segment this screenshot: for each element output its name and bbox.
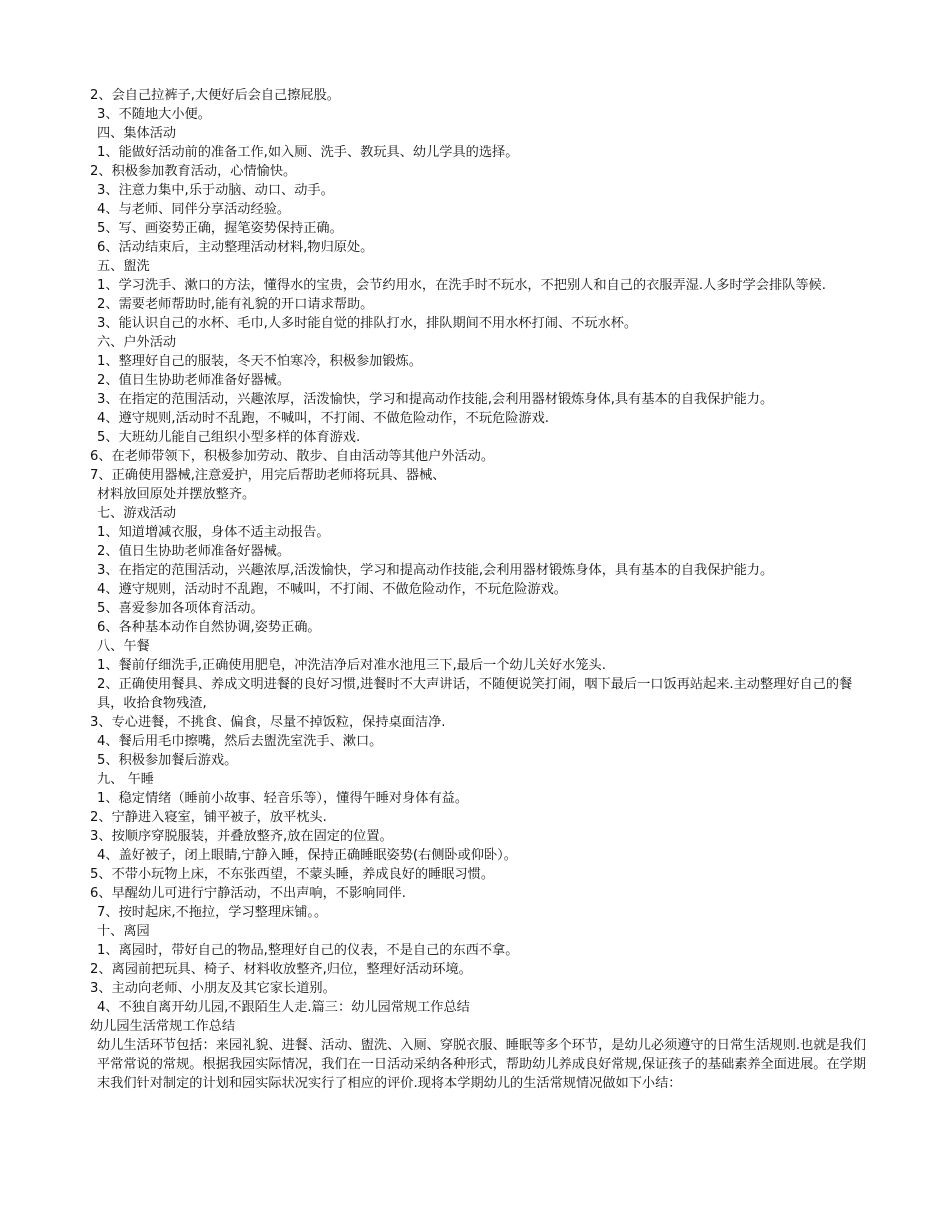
text-line: 3、能认识自己的水杯、毛巾,人多时能自觉的排队打水，排队期间不用水杯打闹、不玩水杯。 [97, 316, 638, 331]
text-line: 1、知道增减衣服，身体不适主动报告。 [97, 525, 330, 540]
text-line: 3、在指定的范围活动，兴趣浓厚,活泼愉快，学习和提高动作技能,会利用器材锻炼身体，具有基本的自我保护能力。 [97, 563, 774, 578]
text-line: 九、 午睡 [97, 772, 154, 787]
text-line: 6、在老师带领下，积极参加劳动、散步、自由活动等其他户外活动。 [90, 449, 495, 464]
text-line: 2、离园前把玩具、椅子、材料收放整齐,归位，整理好活动环境。 [90, 962, 472, 977]
document-page [90, 86, 870, 1093]
text-line: 5、不带小玩物上床，不东张西望，不蒙头睡，养成良好的睡眠习惯。 [90, 867, 495, 882]
text-line: 4、遵守规则，活动时不乱跑，不喊叫，不打闹、不做危险动作，不玩危险游戏。 [97, 582, 567, 597]
text-line: 2、会自己拉裤子,大便好后会自己擦屁股。 [90, 88, 340, 103]
text-line: 3、不随地大小便。 [97, 107, 211, 122]
text-line: 6、活动结束后，主动整理活动材料,物归原处。 [97, 240, 374, 255]
text-line: 4、不独自离开幼儿园,不跟陌生人走.篇三：幼儿园常规工作总结 [97, 1000, 470, 1015]
text-line: 6、早醒幼儿可进行宁静活动，不出声响，不影响同伴. [90, 886, 406, 901]
text-line: 2、值日生协助老师准备好器械。 [97, 373, 291, 388]
text-line: 2、正确使用餐具、养成文明进餐的良好习惯,进餐时不大声讲话，不随便说笑打闹，咽下最后一口饭再站起来.主动整理好自己的餐具，收拾食物残渣, [97, 677, 853, 711]
text-line: 3、注意力集中,乐于动脑、动口、动手。 [97, 183, 334, 198]
text-line: 2、宁静进入寝室，铺平被子，放平枕头. [90, 810, 327, 825]
text-line: 五、盥洗 [97, 259, 150, 274]
text-line: 4、盖好被子，闭上眼睛,宁静入睡，保持正确睡眠姿势(右侧卧或仰卧）。 [97, 848, 517, 863]
text-line: 七、游戏活动 [97, 506, 177, 521]
text-line: 4、餐后用毛巾擦嘴，然后去盥洗室洗手、漱口。 [97, 734, 383, 749]
text-line: 幼儿生活环节包括：来园礼貌、进餐、活动、盥洗、入厕、穿脱衣服、睡眠等多个环节，是幼儿必须遵守的日常生活规则.也就是我们平常常说的常规。根据我园实际情况，我们在一日活动采纳各种形式，帮助幼儿养成良好常规,保证孩子的基础素养全面进展。在学期末我们针对制定的计划和园实际状况实行了相应的评价.现将本学期幼儿的生活常规情况做如下小结： [97, 1038, 867, 1091]
text-line: 1、能做好活动前的准备工作,如入厕、洗手、教玩具、幼儿学具的选择。 [97, 145, 519, 160]
text-line: 幼儿园生活常规工作总结 [90, 1019, 236, 1034]
text-line: 四、集体活动 [97, 126, 177, 141]
text-line: 1、稳定情绪（睡前小故事、轻音乐等），懂得午睡对身体有益。 [97, 791, 469, 806]
text-line: 十、离园 [97, 924, 150, 939]
text-line: 材料放回原处并摆放整齐。 [97, 487, 256, 502]
text-line: 2、积极参加教育活动，心情愉快。 [90, 164, 297, 179]
text-line: 5、积极参加餐后游戏。 [97, 753, 238, 768]
text-line: 1、餐前仔细洗手,正确使用肥皂，冲洗洁净后对准水池甩三下,最后一个幼儿关好水笼头. [97, 658, 606, 673]
text-line: 5、写、画姿势正确，握笔姿势保持正确。 [97, 221, 343, 236]
text-line: 7、正确使用器械,注意爱护，用完后帮助老师将玩具、器械、 [90, 468, 446, 483]
text-line: 7、按时起床,不拖拉，学习整理床铺。。 [97, 905, 328, 920]
text-line: 八、午餐 [97, 639, 150, 654]
text-line: 3、按顺序穿脱服装，并叠放整齐,放在固定的位置。 [90, 829, 393, 844]
text-line: 1、学习洗手、漱口的方法，懂得水的宝贵，会节约用水，在洗手时不玩水，不把别人和自己的衣服弄湿.人多时学会排队等候. [97, 278, 826, 293]
text-line: 5、大班幼儿能自己组织小型多样的体育游戏. [97, 430, 361, 445]
text-line: 4、遵守规则,活动时不乱跑，不喊叫，不打闹、不做危险动作，不玩危险游戏. [97, 411, 549, 426]
text-line: 3、在指定的范围活动，兴趣浓厚，活泼愉快，学习和提高动作技能,会利用器材锻炼身体,具有基本的自我保护能力。 [97, 392, 774, 407]
text-line: 2、需要老师帮助时,能有礼貌的开口请求帮助。 [97, 297, 374, 312]
text-line: 六、户外活动 [97, 335, 177, 350]
text-line: 1、离园时，带好自己的物品,整理好自己的仪表，不是自己的东西不拿。 [97, 943, 519, 958]
text-line: 3、主动向老师、小朋友及其它家长道别。 [90, 981, 336, 996]
text-line: 4、与老师、同伴分享活动经验。 [97, 202, 291, 217]
text-line: 1、整理好自己的服装，冬天不怕寒冷，积极参加锻炼。 [97, 354, 422, 369]
text-line: 2、值日生协助老师准备好器械。 [97, 544, 291, 559]
text-line: 6、各种基本动作自然协调,姿势正确。 [97, 620, 321, 635]
text-line: 3、专心进餐，不挑食、偏食，尽量不掉饭粒，保持桌面洁净. [90, 715, 446, 730]
text-line: 5、喜爱参加各项体育活动。 [97, 601, 264, 616]
